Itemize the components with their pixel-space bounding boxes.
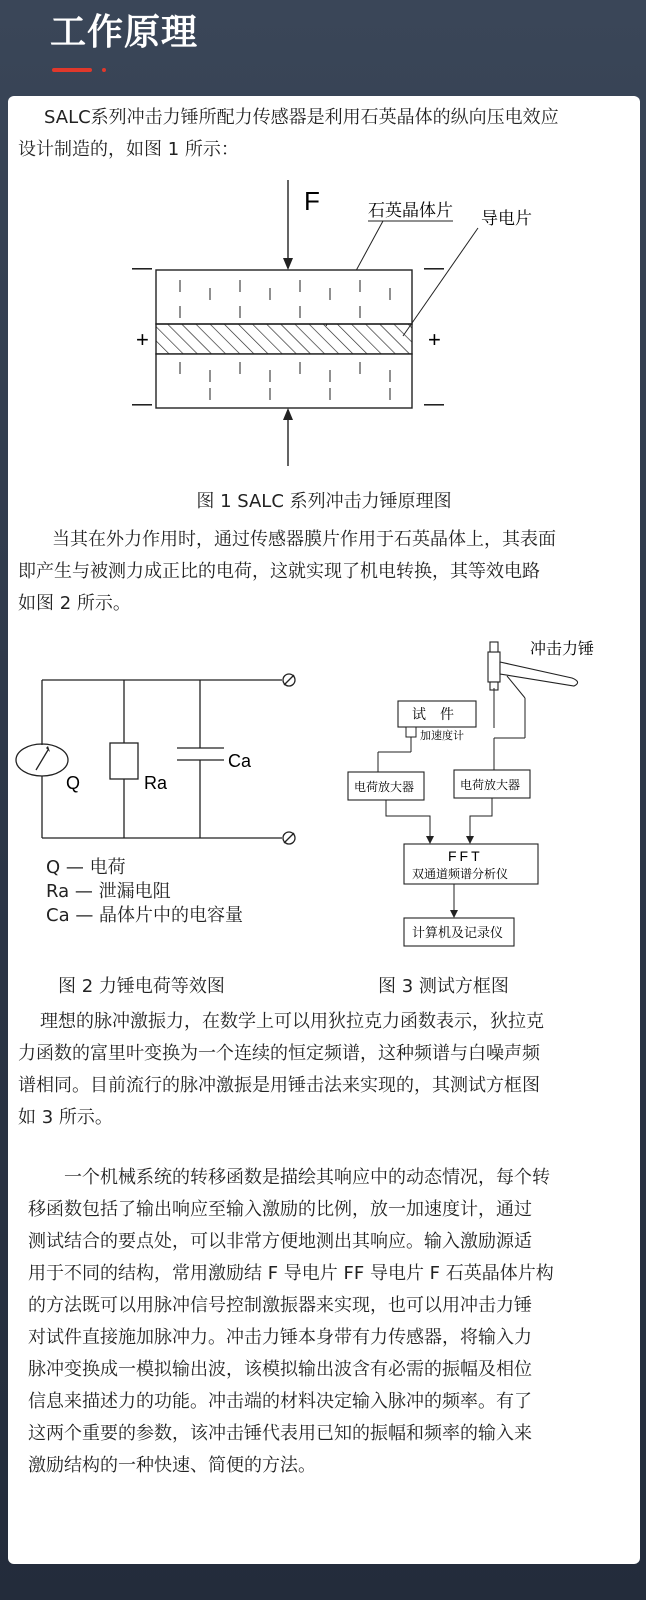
text-line: 如图 2 所示。 (18, 593, 131, 614)
sign-plus-left: + (136, 327, 149, 352)
legend-item: Q — 电荷 (46, 857, 126, 878)
paragraph-transfer (64, 1162, 550, 1194)
figure-3-caption: 图 3 测试方框图 (378, 976, 509, 997)
text-line: 理想的脉冲激振力，在数学上可以用狄拉克力函数表示，狄拉克 (40, 1011, 544, 1032)
recorder-label: 计算机及记录仪 (412, 925, 504, 940)
text-line: 谱相同。目前流行的脉冲激振是用锤击法来实现的，其测试方框图 (18, 1075, 540, 1096)
sign-minus-bottom-right: — (424, 393, 444, 415)
text-line: 一个机械系统的转移函数是描绘其响应中的动态情况，每个转 (64, 1167, 550, 1188)
title-underline (52, 68, 92, 72)
force-label: F (304, 186, 320, 216)
text-line: 脉冲变换成一模拟输出波，该模拟输出波含有必需的振幅及相位 (28, 1359, 532, 1380)
text-line: 如 3 所示。 (18, 1107, 113, 1128)
figure-2-circuit (12, 668, 312, 848)
text-line: 的方法既可以用脉冲信号控制激振器来实现，也可以用冲击力锤 (28, 1295, 532, 1316)
text-line: 移函数包括了输出响应至输入激励的比例，放一加速度计，通过 (28, 1199, 532, 1220)
paragraph-impulse-cont (18, 1038, 540, 1134)
sign-minus-top-right: — (424, 257, 444, 279)
text-line: 用于不同的结构，常用激励结 F 导电片 FF 导电片 F 石英晶体片构 (28, 1263, 554, 1284)
title-underline-dot (102, 68, 106, 72)
paragraph-impulse (40, 1006, 544, 1038)
sign-minus-bottom-left: — (132, 393, 152, 415)
text-line: 当其在外力作用时，通过传感器膜片作用于石英晶体上，其表面 (52, 529, 556, 550)
paragraph-effect-cont (18, 556, 540, 620)
figure-3-block-diagram (342, 636, 638, 956)
resistor-icon (110, 743, 138, 779)
paragraph-intro (44, 102, 559, 134)
page-header (0, 0, 646, 100)
crystal-label: 石英晶体片 (368, 201, 453, 220)
figure-1-diagram (118, 176, 532, 466)
accelerometer-icon (406, 727, 416, 737)
paragraph-effect (52, 524, 556, 556)
paragraph-intro-cont (18, 134, 239, 166)
accelerometer-label: 加速度计 (420, 730, 464, 742)
hammer-label: 冲击力锤 (530, 641, 595, 658)
text-line: 力函数的富里叶变换为一个连续的恒定频谱，这种频谱与白噪声频 (18, 1043, 540, 1064)
text-line: 这两个重要的参数，该冲击锤代表用已知的振幅和频率的输入来 (28, 1423, 532, 1444)
legend-item: Ca — 晶体片中的电容量 (46, 905, 244, 926)
figure-2-caption: 图 2 力锤电荷等效图 (58, 976, 225, 997)
fft-label: FFT (448, 848, 483, 864)
paragraph-transfer-cont (28, 1194, 554, 1482)
text-line: 即产生与被测力成正比的电荷，这就实现了机电转换，其等效电路 (18, 561, 540, 582)
circuit-q-label: Q (66, 773, 81, 793)
text-line: 设计制造的，如图 1 所示： (18, 139, 239, 160)
sign-plus-right: + (428, 327, 441, 352)
text-line: SALC系列冲击力锤所配力传感器是利用石英晶体的纵向压电效应 (44, 107, 559, 128)
page-title: 工作原理 (50, 12, 199, 53)
circuit-ra-label: Ra (144, 773, 168, 793)
specimen-label: 试 件 (412, 706, 454, 722)
analyzer-label: 双通道频谱分析仪 (412, 867, 509, 881)
text-line: 激励结构的一种快速、简便的方法。 (28, 1455, 316, 1476)
content-card (8, 96, 640, 1564)
text-line: 对试件直接施加脉冲力。冲击力锤本身带有力传感器，将输入力 (28, 1327, 532, 1348)
amp1-label: 电荷放大器 (354, 780, 415, 794)
sign-minus-top-left: — (132, 257, 152, 279)
text-line: 信息来描述力的功能。冲击端的材料决定输入脉冲的频率。有了 (28, 1391, 532, 1412)
figure-1-caption: 图 1 SALC 系列冲击力锤原理图 (196, 491, 452, 512)
text-line: 测试结合的要点处，可以非常方便地测出其响应。输入激励源适 (28, 1231, 532, 1252)
legend-item: Ra — 泄漏电阻 (46, 881, 171, 902)
electrode-label: 导电片 (481, 209, 532, 228)
circuit-legend (46, 856, 243, 928)
amp2-label: 电荷放大器 (460, 778, 521, 792)
circuit-ca-label: Ca (228, 751, 252, 771)
